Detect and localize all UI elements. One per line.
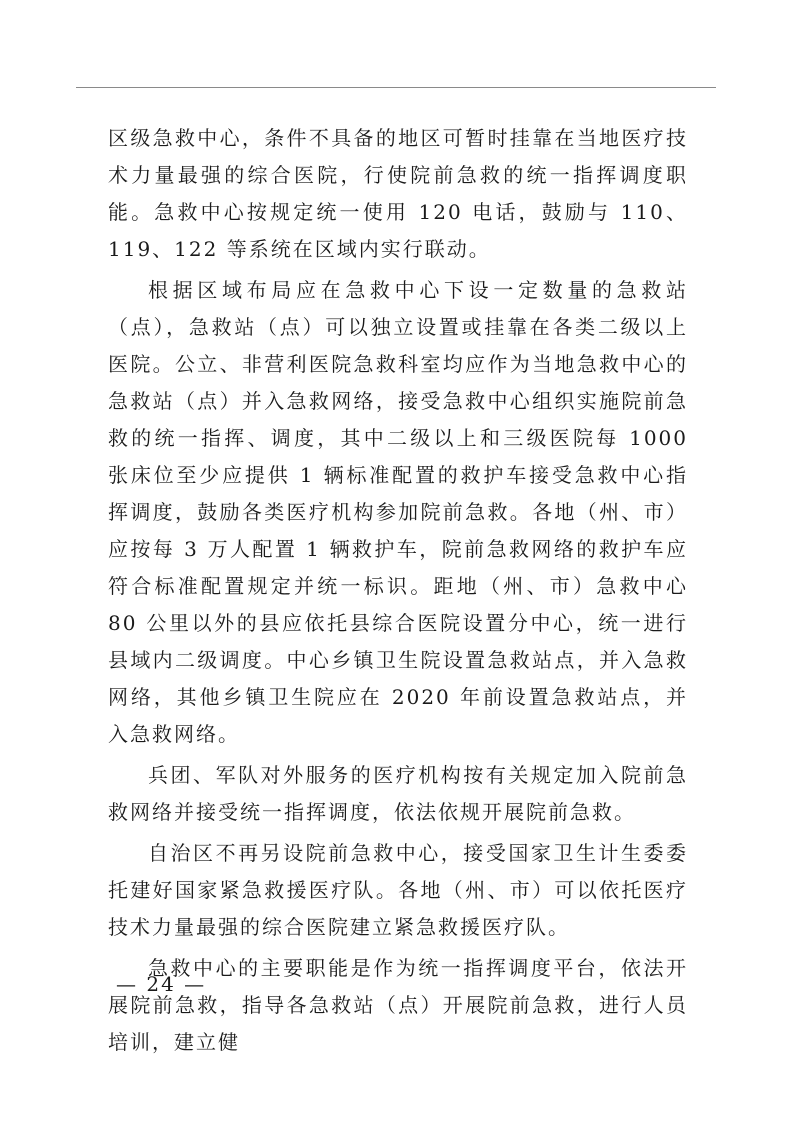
paragraph-1: 区级急救中心，条件不具备的地区可暂时挂靠在当地医疗技术力量最强的综合医院，行使院前急救的统一指挥调度职能。急救中心按规定统一使用 120 电话，鼓励与 110、119、122 等系统在区域内实行联动。: [108, 126, 688, 261]
document-body: [108, 120, 688, 1065]
page-number: — 24 —: [116, 972, 207, 996]
header-rule: [76, 87, 716, 88]
paragraph-3: 兵团、军队对外服务的医疗机构按有关规定加入院前急救网络并接受统一指挥调度，依法依规开展院前急救。: [108, 763, 688, 824]
paragraph-4: 自治区不再另设院前急救中心，接受国家卫生计生委委托建好国家紧急救援医疗队。各地（州、市）可以依托医疗技术力量最强的综合医院建立紧急救援医疗队。: [108, 841, 688, 939]
paragraph-5: 急救中心的主要职能是作为统一指挥调度平台，依法开展院前急救，指导各急救站（点）开展院前急救，进行人员培训，建立健: [108, 956, 688, 1054]
paragraph-2: 根据区域布局应在急救中心下设一定数量的急救站（点），急救站（点）可以独立设置或挂靠在各类二级以上医院。公立、非营利医院急救科室均应作为当地急救中心的急救站（点）并入急救网络，接受急救中心组织实施院前急救的统一指挥、调度，其中二级以上和三级医院每 1000 张床位至少应提供 1 辆标准配置的救护车接受急救中心指挥调度，鼓励各类医疗机构参加院前急救。各地（州、市）应按每 3 万人配置 1 辆救护车，院前急救网络的救护车应符合标准配置规定并统一标识。距地（州、市）急救中心 80 公里以外的县应依托县综合医院设置分中心，统一进行县域内二级调度。中心乡镇卫生院设置急救站点，并入急救网络，其他乡镇卫生院应在 2020 年前设置急救站点，并入急救网络。: [108, 278, 688, 746]
